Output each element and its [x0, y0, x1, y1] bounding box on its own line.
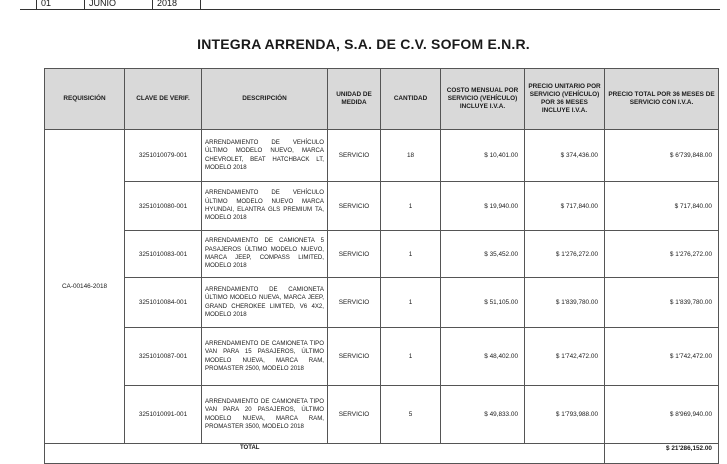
- document-title: INTEGRA ARRENDA, S.A. DE C.V. SOFOM E.N.R.: [197, 36, 530, 52]
- total-label: TOTAL: [240, 445, 260, 451]
- requisicion-cell: CA-00146-2018: [45, 130, 125, 444]
- unidad-cell: SERVICIO: [328, 231, 381, 278]
- header-strip: [20, 0, 720, 10]
- unidad-cell: SERVICIO: [328, 130, 381, 182]
- unidad-cell: SERVICIO: [328, 182, 381, 231]
- unitario-cell: $ 1'793,988.00: [525, 386, 605, 444]
- table-row: [45, 182, 719, 231]
- costo-cell: $ 51,105.00: [441, 278, 525, 328]
- header-divider: [200, 0, 205, 9]
- col-unidad: UNIDAD DE MEDIDA: [328, 69, 381, 130]
- cantidad-cell: 1: [381, 231, 441, 278]
- costo-cell: $ 19,940.00: [441, 182, 525, 231]
- descripcion-cell: ARRENDAMIENTO DE CAMIONETA TIPO VAN PARA 20 PASAJEROS, ÚLTIMO MODELO NUEVA, MARCA RAM, PROMASTER 3500, MODELO 2018: [202, 386, 328, 444]
- col-clave: CLAVE DE VERIF.: [125, 69, 202, 130]
- descripcion-cell: ARRENDAMIENTO DE CAMIONETA 5 PASAJEROS ÚLTIMO MODELO NUEVO, MARCA JEEP, COMPASS LIMITED, MODELO 2018: [202, 231, 328, 278]
- cantidad-cell: 5: [381, 386, 441, 444]
- header-month: JUNIO: [84, 0, 116, 9]
- grand-total-cell: $ 21'286,152.00: [605, 444, 719, 464]
- total-row-spacer: [45, 444, 605, 464]
- col-requisicion: REQUISICIÓN: [45, 69, 125, 130]
- cantidad-cell: 1: [381, 328, 441, 386]
- descripcion-cell: ARRENDAMIENTO DE CAMIONETA ÚLTIMO MODELO NUEVA, MARCA JEEP, GRAND CHEROKEE LIMITED, V6 4X2, MODELO 2018: [202, 278, 328, 328]
- clave-cell: 3251010083-001: [125, 231, 202, 278]
- col-cantidad: CANTIDAD: [381, 69, 441, 130]
- clave-cell: 3251010091-001: [125, 386, 202, 444]
- costo-cell: $ 49,833.00: [441, 386, 525, 444]
- cantidad-cell: 1: [381, 182, 441, 231]
- total-cell: $ 1'839,780.00: [605, 278, 719, 328]
- header-row: [45, 69, 719, 130]
- unitario-cell: $ 1'742,472.00: [525, 328, 605, 386]
- clave-cell: 3251010084-001: [125, 278, 202, 328]
- unidad-cell: SERVICIO: [328, 278, 381, 328]
- descripcion-cell: ARRENDAMIENTO DE VEHÍCULO ÚLTIMO MODELO NUEVO MARCA HYUNDAI, ELANTRA GLS PREMIUM TA, MODELO 2018: [202, 182, 328, 231]
- table-row: [45, 231, 719, 278]
- col-precio-total: PRECIO TOTAL POR 36 MESES DE SERVICIO CON I.V.A.: [605, 69, 719, 130]
- clave-cell: 3251010079-001: [125, 130, 202, 182]
- unitario-cell: $ 717,840.00: [525, 182, 605, 231]
- table-row: [45, 130, 719, 182]
- clave-cell: 3251010087-001: [125, 328, 202, 386]
- unidad-cell: SERVICIO: [328, 328, 381, 386]
- header-number: 01: [36, 0, 51, 9]
- costo-cell: $ 48,402.00: [441, 328, 525, 386]
- table-row: [45, 278, 719, 328]
- col-costo: COSTO MENSUAL POR SERVICIO (VEHÍCULO) INCLUYE I.V.A.: [441, 69, 525, 130]
- costo-cell: $ 10,401.00: [441, 130, 525, 182]
- services-table: [44, 68, 719, 464]
- total-cell: $ 1'276,272.00: [605, 231, 719, 278]
- cantidad-cell: 1: [381, 278, 441, 328]
- total-row: [45, 444, 719, 464]
- table-row: [45, 328, 719, 386]
- unitario-cell: $ 1'839,780.00: [525, 278, 605, 328]
- total-cell: $ 8'969,940.00: [605, 386, 719, 444]
- costo-cell: $ 35,452.00: [441, 231, 525, 278]
- descripcion-cell: ARRENDAMIENTO DE CAMIONETA TIPO VAN PARA 15 PASAJEROS, ÚLTIMO MODELO NUEVA, MARCA RAM, PROMASTER 2500, MODELO 2018: [202, 328, 328, 386]
- total-cell: $ 717,840.00: [605, 182, 719, 231]
- total-cell: $ 1'742,472.00: [605, 328, 719, 386]
- unidad-cell: SERVICIO: [328, 386, 381, 444]
- table-row: [45, 386, 719, 444]
- col-precio-unitario: PRECIO UNITARIO POR SERVICIO (VEHÍCULO) POR 36 MESES INCLUYE I.V.A.: [525, 69, 605, 130]
- col-descripcion: DESCRIPCIÓN: [202, 69, 328, 130]
- clave-cell: 3251010080-001: [125, 182, 202, 231]
- total-cell: $ 6'739,848.00: [605, 130, 719, 182]
- header-year: 2018: [152, 0, 177, 9]
- descripcion-cell: ARRENDAMIENTO DE VEHÍCULO ÚLTIMO MODELO NUEVO, MARCA CHEVROLET, BEAT HATCHBACK LT, MODELO 2018: [202, 130, 328, 182]
- cantidad-cell: 18: [381, 130, 441, 182]
- unitario-cell: $ 1'276,272.00: [525, 231, 605, 278]
- unitario-cell: $ 374,436.00: [525, 130, 605, 182]
